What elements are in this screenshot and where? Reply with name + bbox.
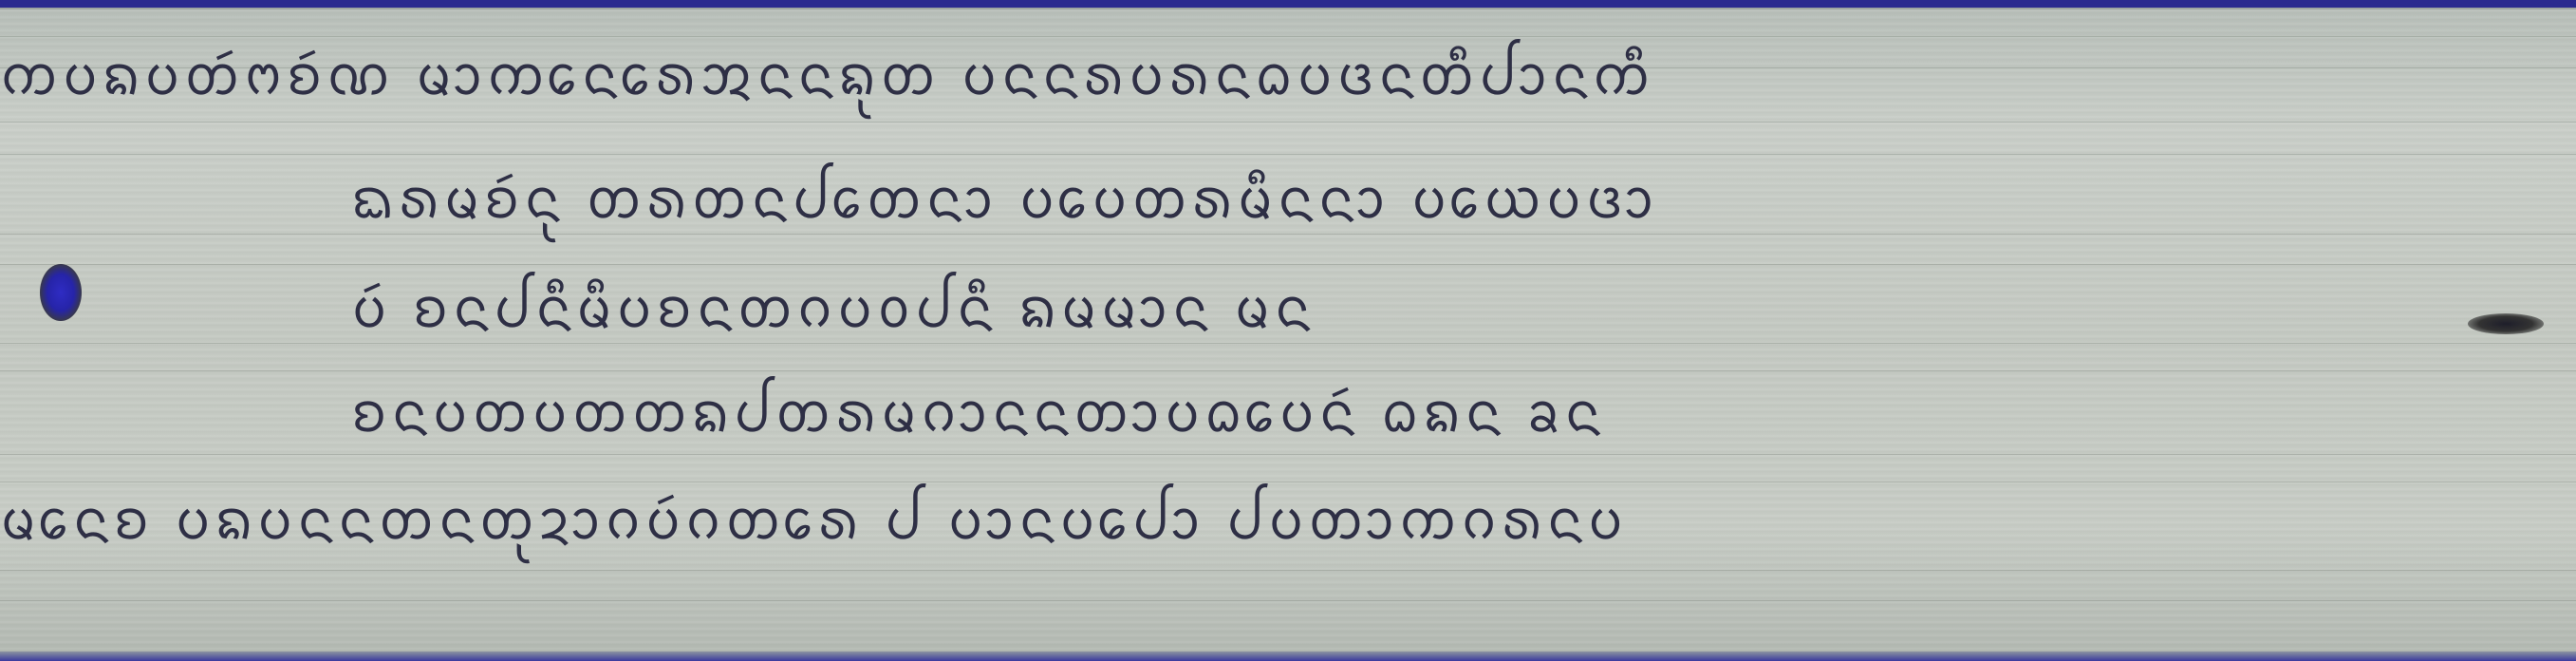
leaf-grain-line [0, 264, 2576, 265]
leaf-grain-line [0, 343, 2576, 344]
manuscript-line-4: ᨧᨶᨷᨲᨷᨲᨲᨦᨸᨲᩁᨾᨣᩣᨶᨶᨲᩣᨷᨵᩮᨷᨶᩢ ᨵᨦᨶ ᨡᨶ [351, 380, 1606, 444]
leaf-grain-line [0, 454, 2576, 455]
leaf-grain-line [0, 154, 2576, 155]
manuscript-line-2: ᨳᩁᨾᨧᩢᨶᩩ ᨲᩁᨲᨶᨸᩮᨲᨶᩣ ᨷᩮᨷᨲᩁᨾᩥᨶᨶᩣ ᨷᩮᨿᨷᨴᩣ [351, 166, 1659, 231]
binding-hole-right [2468, 313, 2544, 334]
cloth-background-edge [0, 652, 2576, 661]
binding-hole-left [40, 264, 82, 321]
leaf-grain-line [0, 36, 2576, 37]
manuscript-line-3: ᨷᩢ ᨧᨶᨸᨶᩥᨾᩥᨷᨧᨶᨲᨣᨷᩅᨸᨶᩥ ᨦᨾᨾᩣᨶ ᨾᨶ [351, 275, 1316, 340]
leaf-grain-line [0, 600, 2576, 601]
leaf-grain-line [0, 234, 2576, 235]
leaf-grain-line [0, 570, 2576, 571]
leaf-grain-line [0, 370, 2576, 371]
manuscript-line-5: ᨾᩮᨶᨧ ᨷᨦᨷᨶᨶᨲᨶᨲᩩᨯᩣᨣᨷᩢᨣᨲᩮᩁ ᨸ ᨷᩣᨶᨷᩮᨸᩣ ᨸᨷᨲᩣᨠᨣᩁᨶᨷ [0, 487, 1628, 552]
palm-leaf [0, 8, 2576, 658]
manuscript-line-1: ᨠᨷᨦᨷᨲᩢᨻᨧᩢᨱ ᨾᩣᨠᩮᨶᩮᩁᩋᨶᨶᨦᩩᨲ ᨷᨶᨶᩁᨷᩁᨶᨵᨷᨴᨶᨲᩥᨸᩣᨶᨠᩥ [0, 43, 1654, 107]
leaf-grain-line [0, 122, 2576, 123]
